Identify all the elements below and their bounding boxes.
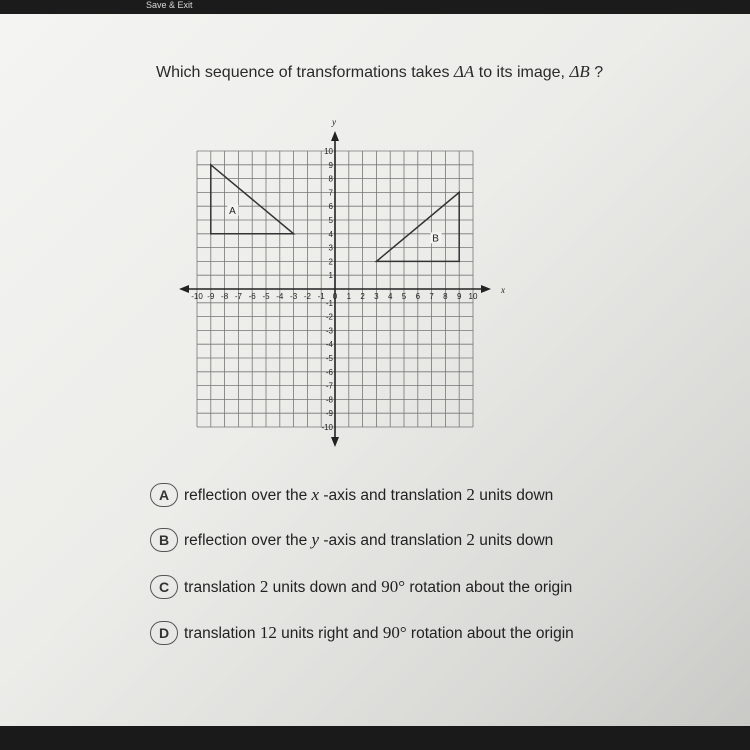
x-tick-label: -5 (262, 292, 270, 301)
choice-a-amount: 2 (466, 485, 475, 504)
choice-d-text (184, 623, 574, 643)
choice-b-axis: y (311, 530, 320, 549)
question-suffix: ? (589, 64, 604, 81)
x-tick-label: -10 (191, 292, 203, 301)
choice-c[interactable] (150, 573, 572, 601)
choice-b-text-2: -axis and translation (319, 532, 467, 549)
choice-b-text-1: reflection over the (184, 532, 312, 549)
choice-c-amount: 2 (259, 577, 269, 596)
triangle-b-symbol: ΔB (569, 62, 590, 81)
y-tick-label: 9 (328, 160, 333, 170)
x-tick-label: -4 (276, 292, 284, 301)
bottom-bezel (0, 726, 750, 750)
choice-b-letter: B (150, 528, 178, 552)
y-tick-label: -6 (325, 367, 333, 377)
y-tick-label: -10 (321, 423, 333, 432)
axes (179, 117, 505, 447)
y-tick-label: 8 (328, 174, 333, 184)
question-middle: to its image, (474, 64, 570, 81)
y-tick-label: -7 (325, 381, 333, 391)
choice-b-text-3: units down (474, 532, 554, 549)
choice-c-letter: C (150, 575, 178, 599)
triangle-a-symbol: ΔA (453, 62, 475, 81)
y-axis-arrow-down (331, 437, 339, 447)
choice-a-letter: A (150, 483, 178, 507)
x-tick-label: 7 (429, 292, 434, 301)
x-tick-label: -8 (221, 292, 229, 301)
triangle-b-label: B (432, 233, 439, 245)
x-axis-name: x (501, 285, 505, 295)
y-tick-label: 4 (328, 229, 333, 239)
x-tick-label: 10 (468, 292, 478, 301)
choice-d-letter: D (150, 621, 178, 645)
y-tick-label: -9 (325, 409, 333, 419)
y-tick-label: 7 (328, 188, 333, 198)
choice-b[interactable] (150, 526, 553, 554)
choice-a-text-1: reflection over the (184, 487, 312, 504)
x-tick-label: -9 (207, 292, 215, 301)
choice-d[interactable] (150, 619, 574, 647)
y-tick-label: -5 (325, 354, 333, 363)
x-tick-label: 2 (360, 292, 365, 301)
y-tick-label: 6 (328, 202, 333, 212)
y-tick-label: 2 (328, 257, 333, 267)
choice-a-text (184, 485, 553, 505)
x-axis-arrow-right (481, 285, 491, 293)
choice-d-text-1: translation (184, 625, 260, 642)
x-tick-label: 5 (401, 292, 407, 301)
x-tick-label: -7 (234, 292, 242, 301)
x-tick-label: -2 (303, 292, 311, 301)
x-tick-label: -1 (317, 292, 325, 301)
x-tick-label: -6 (248, 292, 256, 301)
choice-a-text-2: -axis and translation (319, 487, 467, 504)
x-tick-label: -3 (290, 292, 298, 301)
y-tick-label: -4 (325, 340, 333, 350)
x-tick-label: 3 (374, 292, 379, 301)
y-tick-label: 5 (328, 216, 333, 225)
choice-d-text-3: rotation about the origin (406, 625, 574, 642)
triangle-a-label: A (229, 205, 236, 217)
x-tick-label: 0 (332, 292, 338, 301)
x-tick-label: 6 (415, 292, 421, 301)
y-tick-label: -3 (325, 326, 333, 336)
choice-d-amount: 12 (259, 623, 277, 642)
choice-b-amount: 2 (466, 530, 475, 549)
x-tick-label: 8 (443, 292, 448, 301)
y-axis-name: y (332, 117, 336, 127)
choice-d-text-2: units right and (276, 625, 383, 642)
x-tick-label: 9 (456, 292, 462, 301)
y-tick-label: -1 (325, 298, 333, 308)
choice-c-text-2: units down and (268, 579, 382, 596)
save-exit-button[interactable]: Save & Exit (146, 0, 193, 10)
choice-a[interactable] (150, 481, 553, 509)
x-axis-arrow-left (179, 285, 189, 293)
choice-c-text-3: rotation about the origin (405, 579, 573, 596)
choice-b-text (184, 530, 553, 550)
choice-c-angle: 90° (381, 577, 406, 596)
y-tick-label: -8 (325, 395, 333, 405)
question-page (0, 14, 750, 726)
choice-c-text-1: translation (184, 579, 260, 596)
y-tick-label: 1 (328, 271, 333, 281)
choice-a-text-3: units down (474, 487, 554, 504)
x-tick-label: 4 (387, 292, 393, 301)
y-tick-label: 10 (324, 147, 333, 156)
choice-d-angle: 90° (382, 623, 407, 642)
y-axis-arrow-up (331, 131, 339, 141)
y-tick-label: 3 (328, 243, 333, 253)
y-tick-label: -2 (325, 312, 333, 322)
top-bar (0, 0, 750, 14)
question-prefix: Which sequence of transformations takes (156, 64, 454, 81)
choice-c-text (184, 577, 572, 597)
x-tick-label: 1 (346, 292, 352, 301)
choice-a-axis: x (311, 485, 320, 504)
